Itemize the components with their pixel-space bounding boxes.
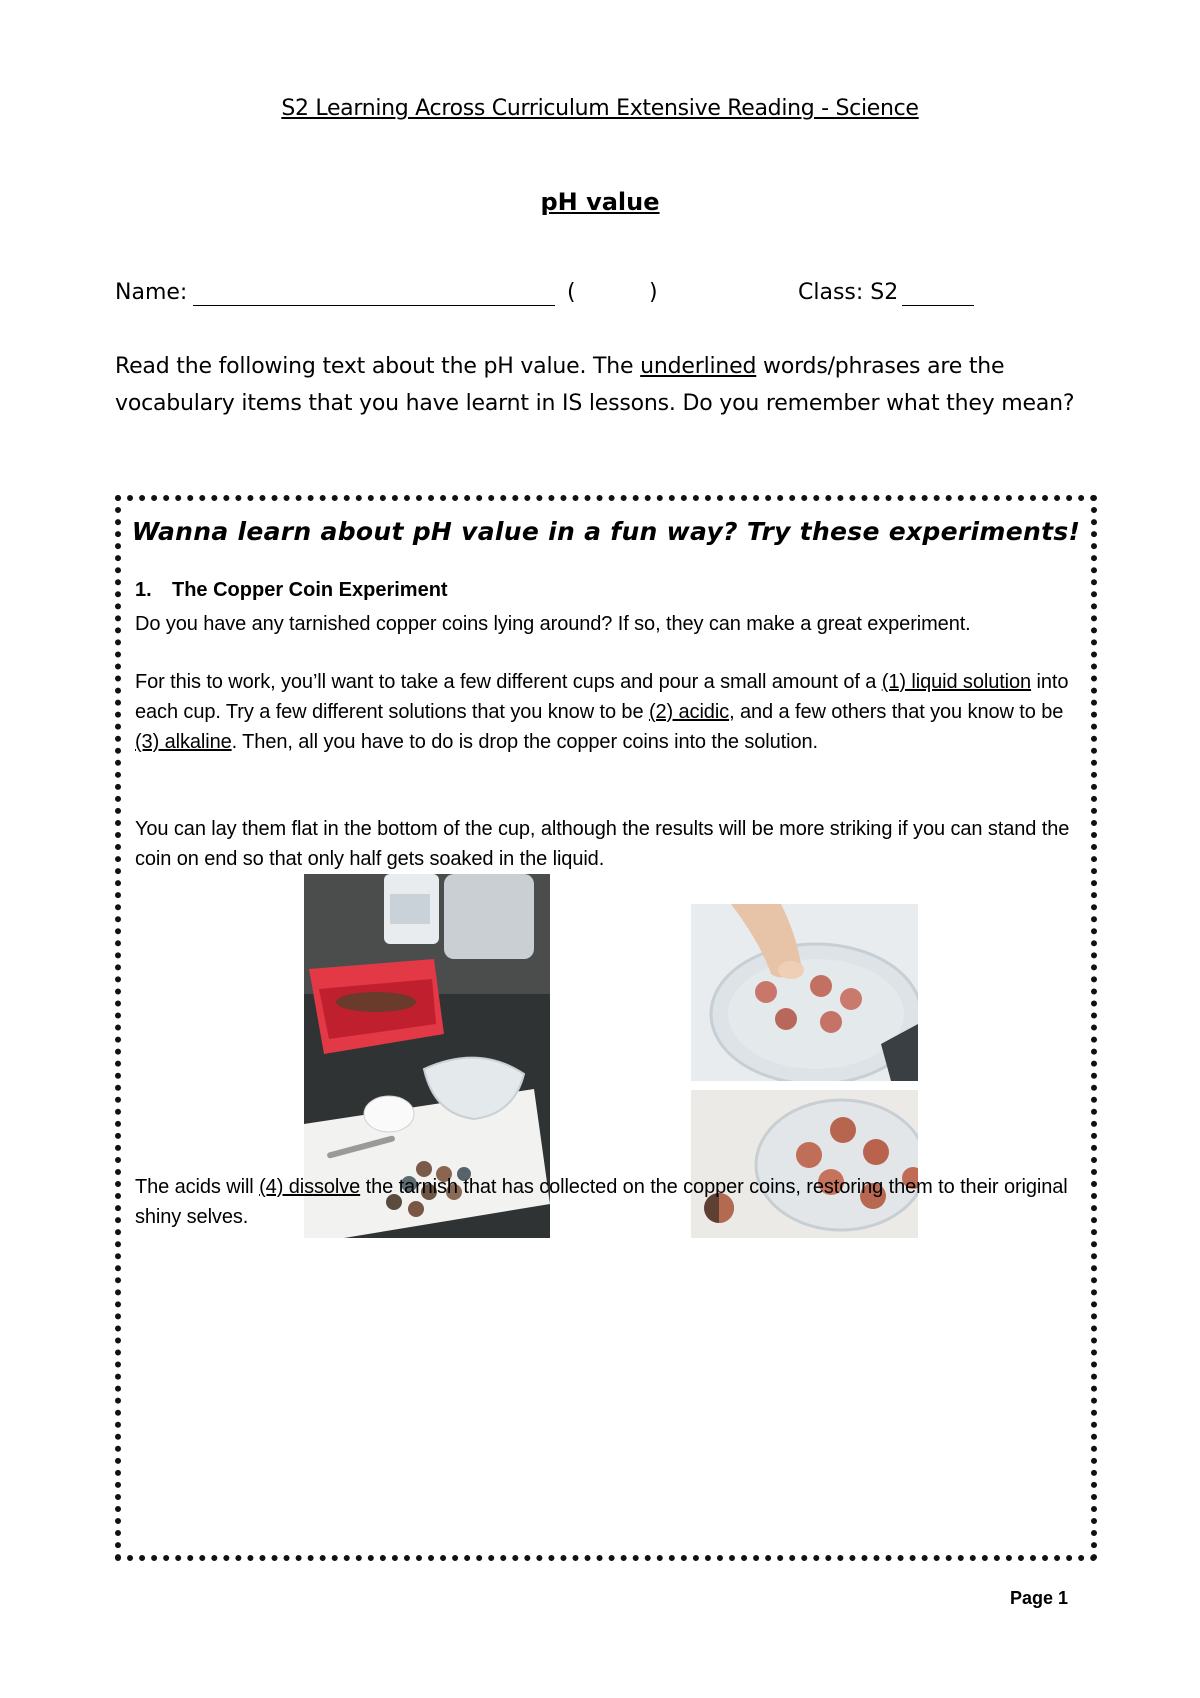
vocab-alkaline: (3) alkaline — [135, 731, 232, 753]
experiment-title-text: The Copper Coin Experiment — [172, 579, 448, 601]
paragraph-4 — [135, 1172, 1085, 1232]
vocab-dissolve: (4) dissolve — [259, 1176, 361, 1198]
page-number: Page 1 — [1010, 1588, 1069, 1608]
intro-text-1: Read the following text about the pH value. The — [115, 354, 641, 379]
class-number-open: ( — [567, 280, 576, 305]
paragraph-4-text-1: The acids will — [135, 1176, 260, 1198]
paragraph-2-text-3: , and a few others that you know to be — [729, 701, 1064, 723]
paragraph-2-text-2: into each cup. Try a few different solutions that you know to be — [135, 671, 1069, 723]
intro-paragraph — [115, 348, 1075, 422]
photo-placing-coins — [691, 904, 918, 1081]
class-label: Class: S2 — [798, 280, 899, 305]
header-title: S2 Learning Across Curriculum Extensive Reading - Science — [281, 96, 919, 121]
class-number-close: ) — [649, 280, 658, 305]
paragraph-2-text-1: For this to work, you’ll want to take a few different cups and pour a small amount of a — [135, 671, 882, 693]
paragraph-2 — [135, 667, 1085, 757]
paragraph-2-text-4: . Then, all you have to do is drop the copper coins into the solution. — [231, 731, 818, 753]
experiment-title — [135, 579, 448, 602]
experiment-box — [115, 495, 1097, 1561]
intro-underlined-word: underlined — [640, 354, 757, 379]
experiment-number: 1. — [135, 579, 152, 601]
intro-text-2: words/phrases are the vocabulary items that you have learnt in IS lessons. Do you remember what they mean? — [115, 354, 1075, 416]
paragraph-3: You can lay them flat in the bottom of the cup, although the results will be more striking if you can stand the coin on end so that only half gets soaked in the liquid. — [135, 818, 1070, 870]
vocab-acidic: (2) acidic — [648, 701, 730, 723]
paragraph-1: Do you have any tarnished copper coins lying around? If so, they can make a great experiment. — [135, 613, 971, 635]
paragraph-4-text-2: the tarnish that has collected on the copper coins, restoring them to their original shiny selves. — [135, 1176, 1068, 1228]
name-blank[interactable] — [193, 305, 555, 306]
name-label: Name: — [115, 280, 188, 305]
student-info-row — [115, 280, 1075, 314]
box-heading: Wanna learn about pH value in a fun way? Try these experiments! — [131, 517, 1081, 546]
document-title: pH value — [540, 188, 660, 216]
vocab-liquid-solution: (1) liquid solution — [881, 671, 1032, 693]
class-blank[interactable] — [902, 305, 974, 306]
